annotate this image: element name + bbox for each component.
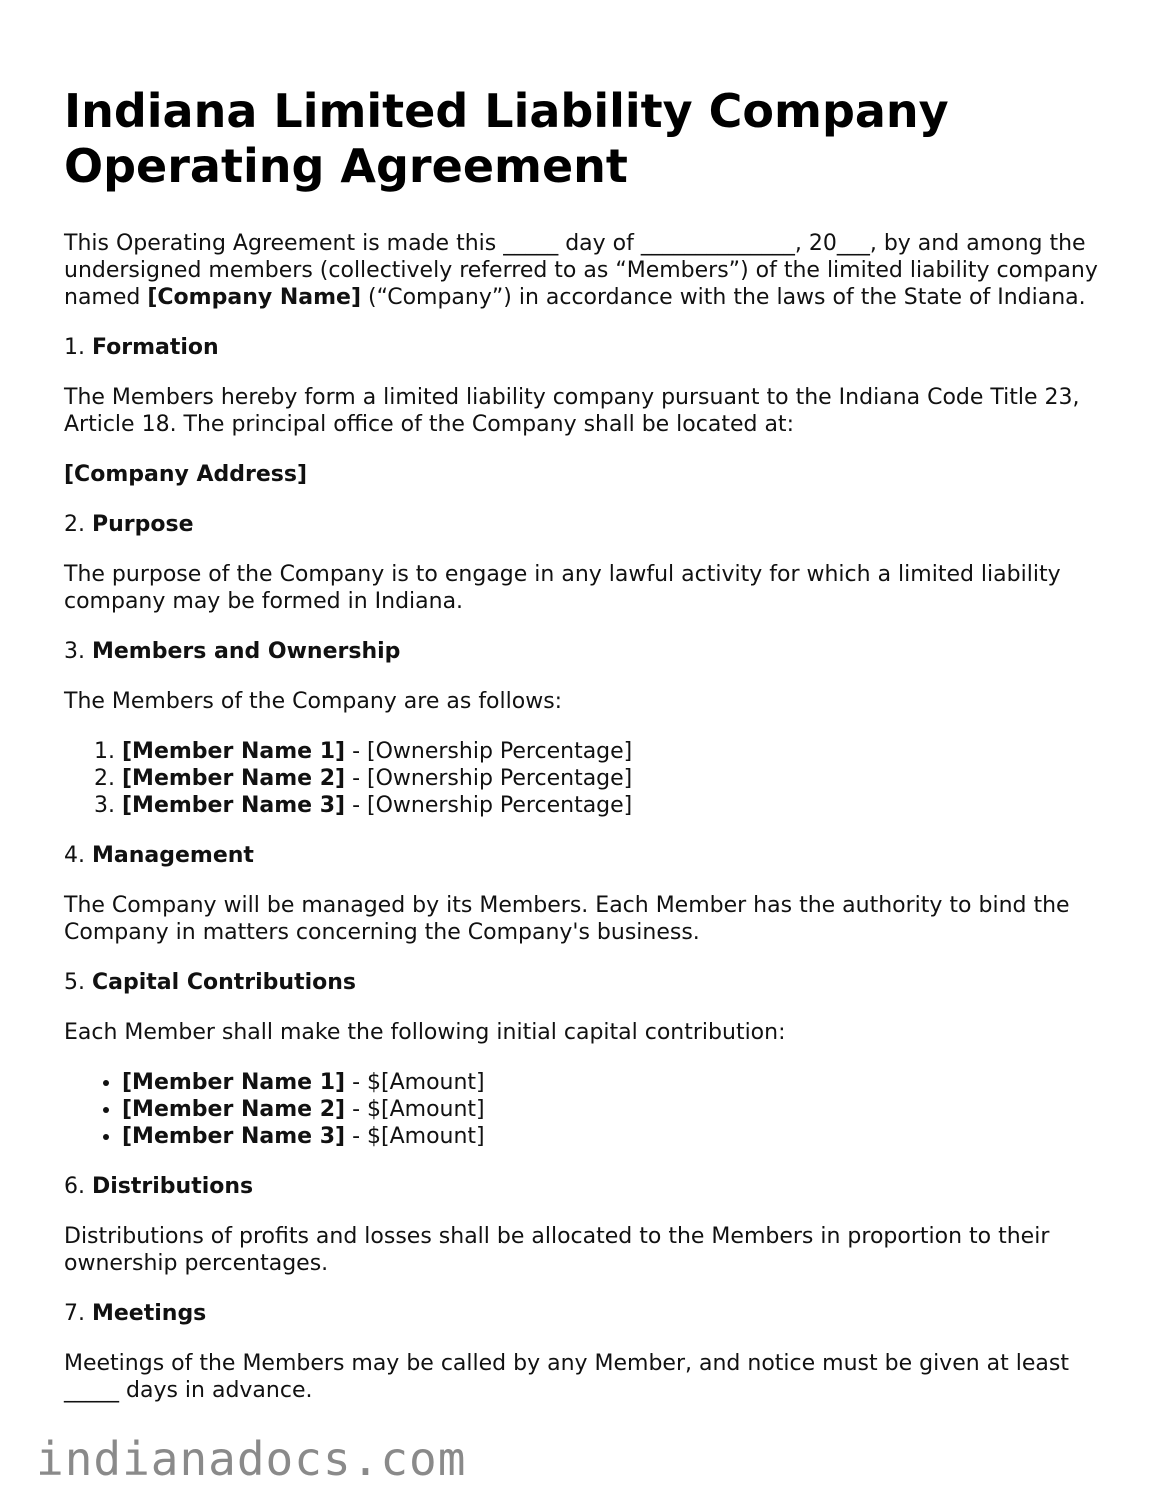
section-title: Meetings xyxy=(91,1301,207,1326)
management-body: The Company will be managed by its Members. Each Member has the authority to bind the Company in matters concerning the Company's business. xyxy=(64,893,1070,945)
intro-paragraph xyxy=(64,230,1104,311)
section-heading-distributions xyxy=(64,1173,1104,1200)
section-heading-members xyxy=(64,638,1104,665)
section-number: 6. xyxy=(64,1174,92,1199)
members-list xyxy=(64,738,1104,819)
contribution-amount: - $[Amount] xyxy=(345,1070,485,1095)
section-heading-purpose xyxy=(64,511,1104,538)
watermark: indianadocs.com xyxy=(36,1432,467,1486)
member-name: [Member Name 3] xyxy=(122,793,346,818)
section-heading-formation xyxy=(64,334,1104,361)
section-number: 7. xyxy=(64,1301,92,1326)
member-name: [Member Name 1] xyxy=(122,1070,346,1095)
member-name: [Member Name 1] xyxy=(122,739,346,764)
capital-list xyxy=(64,1069,1104,1150)
section-title: Formation xyxy=(91,335,219,360)
ownership-percentage: - [Ownership Percentage] xyxy=(345,766,633,791)
section-heading-capital xyxy=(64,969,1104,996)
section-title: Purpose xyxy=(91,512,194,537)
section-number: 3. xyxy=(64,639,92,664)
section-title: Management xyxy=(91,843,254,868)
company-address-placeholder xyxy=(64,461,1104,488)
section-number: 2. xyxy=(64,512,92,537)
member-name: [Member Name 3] xyxy=(122,1124,346,1149)
list-item xyxy=(122,1123,1104,1150)
document-page xyxy=(64,84,1104,1427)
section-number: 1. xyxy=(64,335,92,360)
intro-text-1: This Operating Agreement is made this _____ day of ______________, 20___, by and among the undersigned members (collectively referred to as “Members”) of the limited liability company named xyxy=(64,231,1098,310)
section-heading-meetings xyxy=(64,1300,1104,1327)
members-body: The Members of the Company are as follows: xyxy=(64,689,563,714)
ownership-percentage: - [Ownership Percentage] xyxy=(345,793,633,818)
ownership-percentage: - [Ownership Percentage] xyxy=(345,739,633,764)
document-title: Indiana Limited Liability Company Operating Agreement xyxy=(64,84,949,193)
formation-body: The Members hereby form a limited liability company pursuant to the Indiana Code Title 23, Article 18. The principal office of the Company shall be located at: xyxy=(64,385,1080,437)
list-item xyxy=(122,738,1104,765)
intro-text-2: (“Company”) in accordance with the laws of the State of Indiana. xyxy=(361,285,1086,310)
list-item xyxy=(122,1069,1104,1096)
contribution-amount: - $[Amount] xyxy=(345,1097,485,1122)
list-item xyxy=(122,765,1104,792)
capital-body: Each Member shall make the following initial capital contribution: xyxy=(64,1020,786,1045)
company-address: [Company Address] xyxy=(64,462,308,487)
list-item xyxy=(122,792,1104,819)
purpose-body: The purpose of the Company is to engage in any lawful activity for which a limited liability company may be formed in Indiana. xyxy=(64,562,1061,614)
list-item xyxy=(122,1096,1104,1123)
distributions-body: Distributions of profits and losses shall be allocated to the Members in proportion to their ownership percentages. xyxy=(64,1224,1050,1276)
company-name-placeholder: [Company Name] xyxy=(147,285,362,310)
member-name: [Member Name 2] xyxy=(122,766,346,791)
section-title: Members and Ownership xyxy=(91,639,401,664)
section-number: 4. xyxy=(64,843,92,868)
section-number: 5. xyxy=(64,970,92,995)
contribution-amount: - $[Amount] xyxy=(345,1124,485,1149)
section-title: Distributions xyxy=(91,1174,254,1199)
member-name: [Member Name 2] xyxy=(122,1097,346,1122)
meetings-body: Meetings of the Members may be called by any Member, and notice must be given at least _____ days in advance. xyxy=(64,1351,1069,1403)
section-heading-management xyxy=(64,842,1104,869)
section-title: Capital Contributions xyxy=(91,970,356,995)
